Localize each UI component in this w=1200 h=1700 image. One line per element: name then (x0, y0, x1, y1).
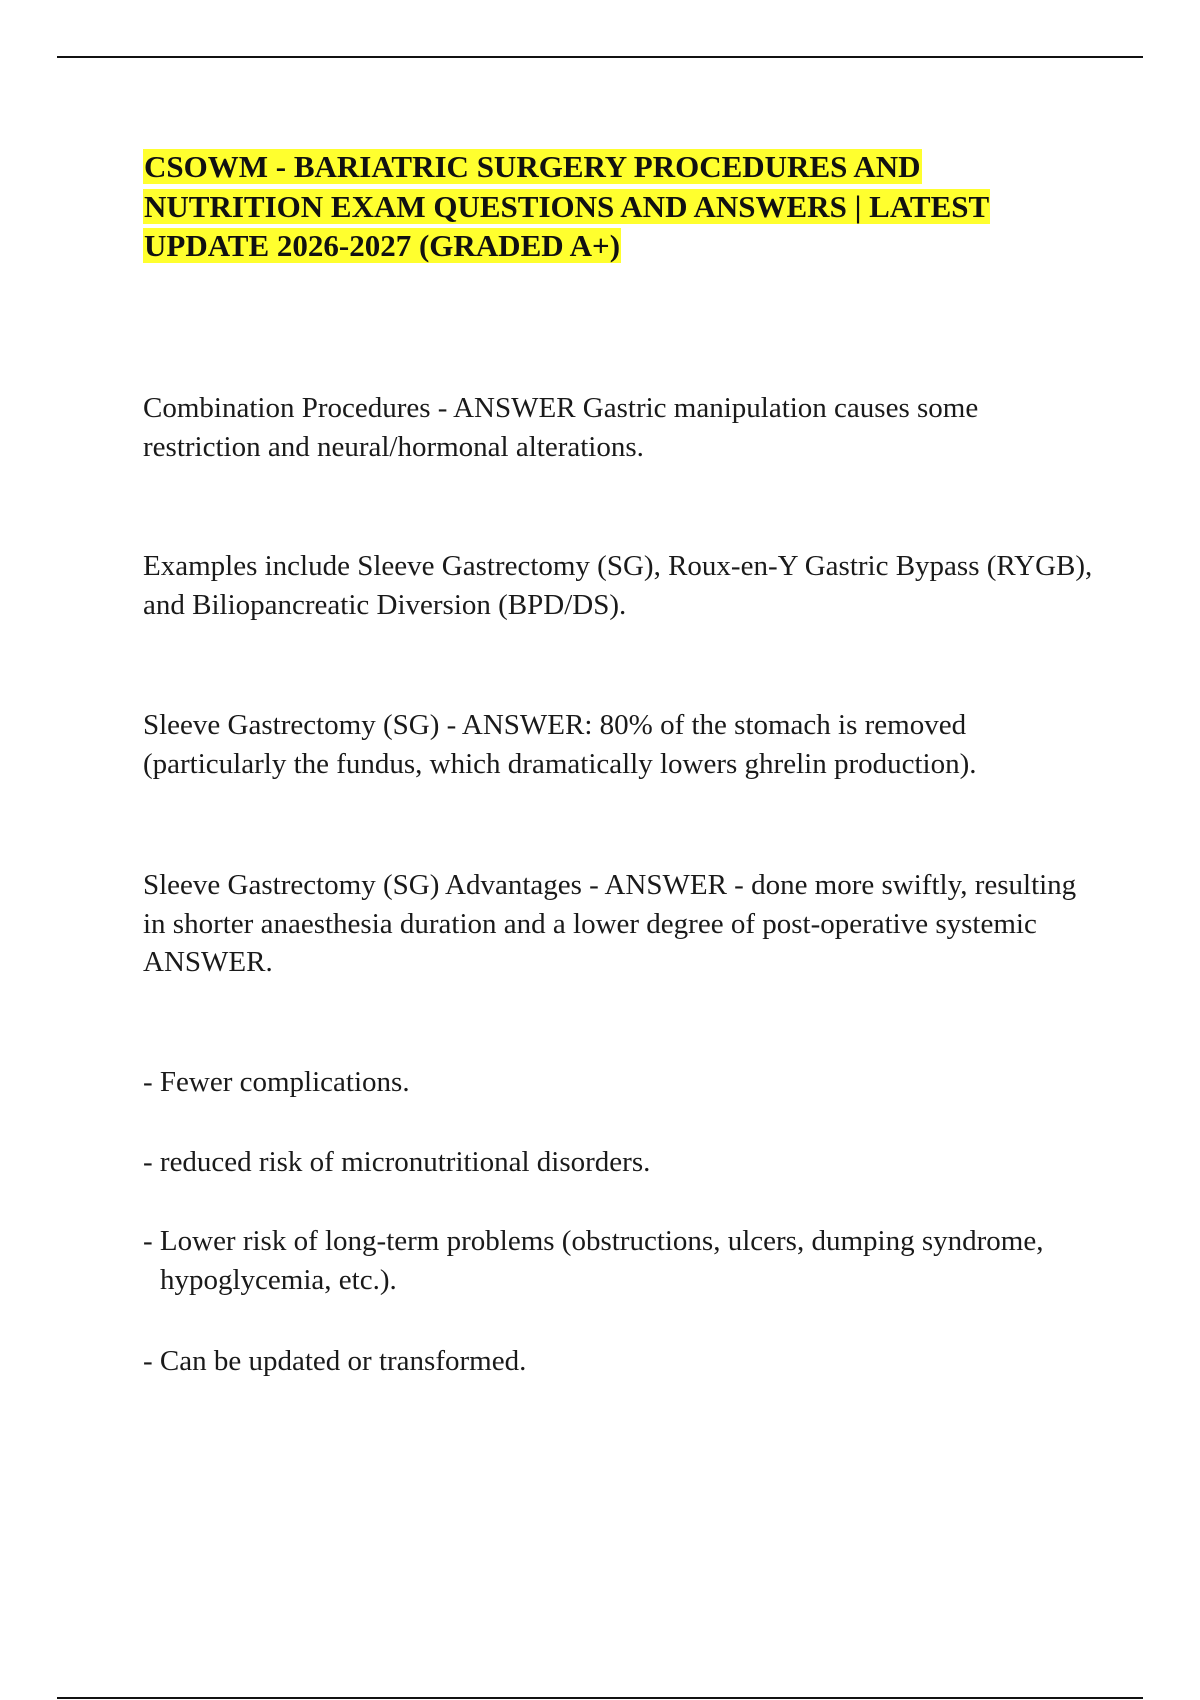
qa-paragraph-examples: Examples include Sleeve Gastrectomy (SG), Roux-en-Y Gastric Bypass (RYGB), and Biliopancreatic Diversion (BPD/DS). (143, 550, 1093, 621)
qa-paragraph-combination-procedures: Combination Procedures - ANSWER Gastric manipulation causes some restriction and neural/hormonal alterations. (143, 392, 979, 463)
list-item-long-term-problems: - Lower risk of long-term problems (obstructions, ulcers, dumping syndrome, hypoglycemia, etc.). (143, 1225, 1044, 1296)
header-rule (57, 56, 1143, 58)
list-item-fewer-complications: - Fewer complications. (143, 1066, 410, 1098)
list-item-updated-transformed: - Can be updated or transformed. (143, 1345, 527, 1377)
document-title (143, 147, 1083, 266)
qa-paragraph-sleeve-advantages: Sleeve Gastrectomy (SG) Advantages - ANSWER - done more swiftly, resulting in shorter anaesthesia duration and a lower degree of post-operative systemic ANSWER. (143, 869, 1077, 978)
footer-rule (57, 1697, 1143, 1699)
qa-paragraph-sleeve-gastrectomy: Sleeve Gastrectomy (SG) - ANSWER: 80% of the stomach is removed (particularly the fundus, which dramatically lowers ghrelin production). (143, 709, 977, 780)
list-item-micronutritional: - reduced risk of micronutritional disorders. (143, 1146, 651, 1178)
title-highlight: CSOWM - BARIATRIC SURGERY PROCEDURES AND NUTRITION EXAM QUESTIONS AND ANSWERS | LATEST UPDATE 2026-2027 (GRADED A+) (144, 149, 990, 263)
